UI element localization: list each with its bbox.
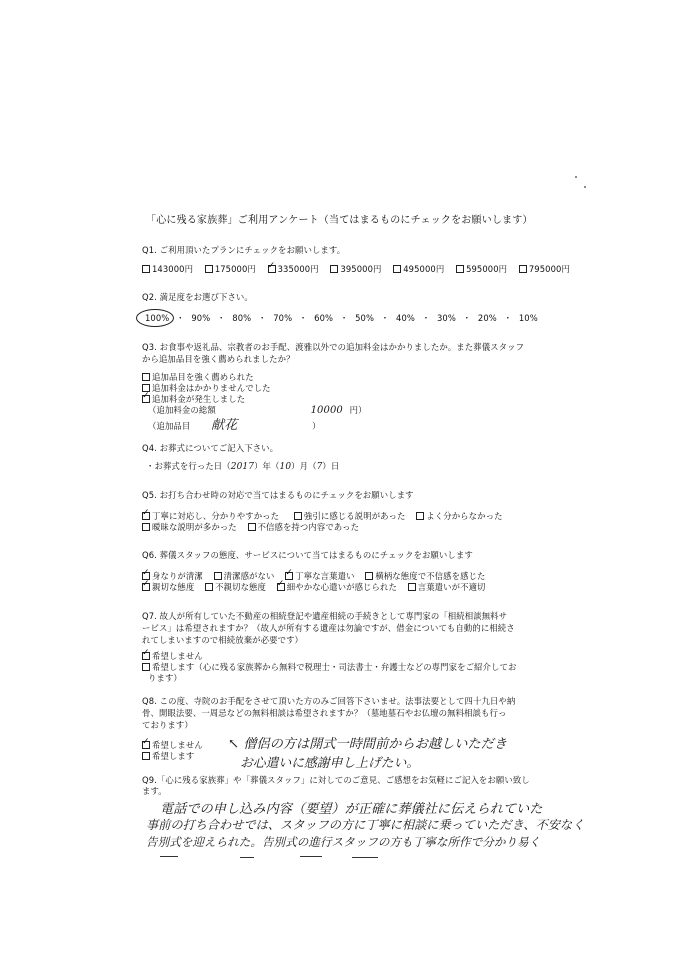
checkbox-checked[interactable] bbox=[285, 572, 293, 580]
option-label: 追加料金が発生しました bbox=[152, 394, 246, 404]
checkbox[interactable] bbox=[248, 523, 256, 531]
q8-handwritten-comment-line1: ↖ 僧侶の方は開式一時間前からお越しいただき bbox=[228, 737, 507, 752]
option-label: 細やかな心遣いが感じられた bbox=[286, 582, 397, 592]
total-value-handwritten: 10000 bbox=[310, 405, 343, 416]
q8-option[interactable] bbox=[142, 750, 194, 762]
cutoff-handwriting-mark bbox=[240, 857, 254, 858]
scale-separator: ・ bbox=[257, 313, 267, 323]
q3-item-row bbox=[148, 414, 321, 433]
q4-date-row bbox=[146, 460, 339, 472]
scale-option[interactable]: 50% bbox=[355, 313, 375, 323]
plan-option[interactable] bbox=[330, 264, 381, 274]
q5-option-checked[interactable] bbox=[142, 511, 279, 521]
option-label: よく分からなかった bbox=[426, 511, 503, 521]
q6-option-checked[interactable] bbox=[285, 571, 354, 581]
option-label: 希望しません bbox=[152, 740, 203, 750]
q4-question: Q4. お葬式についてご記入下さい。 bbox=[142, 443, 279, 453]
month-suffix: ）月（ bbox=[291, 461, 317, 471]
satisfaction-scale bbox=[145, 312, 542, 324]
checkbox-checked[interactable] bbox=[142, 741, 150, 749]
scale-option[interactable]: 70% bbox=[273, 313, 293, 323]
option-label: 丁寧な言葉遣い bbox=[295, 571, 355, 581]
option-label: 追加品目を強く薦められた bbox=[152, 372, 254, 382]
cutoff-handwriting-mark bbox=[160, 856, 178, 857]
checkbox[interactable] bbox=[408, 583, 416, 591]
plan-label: 143000円 bbox=[152, 264, 194, 274]
checkbox-checked[interactable] bbox=[142, 512, 150, 520]
checkbox-checked[interactable] bbox=[142, 395, 150, 403]
q9-question-line2: ます。 bbox=[142, 786, 167, 796]
option-label: 丁寧に対応し、分かりやすかった bbox=[152, 511, 280, 521]
option-label: 強引に感じる説明があった bbox=[303, 511, 406, 521]
item-label: （追加品目 bbox=[148, 421, 191, 431]
checkbox[interactable] bbox=[519, 265, 527, 273]
checkbox-checked[interactable] bbox=[277, 583, 285, 591]
scale-separator: ・ bbox=[503, 313, 513, 323]
checkbox[interactable] bbox=[142, 752, 150, 760]
scale-option[interactable]: 40% bbox=[396, 313, 415, 323]
checkbox[interactable] bbox=[142, 663, 150, 671]
q7-question-line1: Q7. 故人が所有していた不動産の相続登記や遺産相続の手続きとして専門家の「相続相談無料サ bbox=[142, 611, 508, 621]
scan-speck bbox=[575, 176, 577, 178]
scale-option[interactable]: 90% bbox=[191, 313, 211, 323]
q5-options-row2 bbox=[142, 521, 359, 533]
checkbox[interactable] bbox=[294, 512, 302, 520]
option-label: 不信感を持つ内容であった bbox=[257, 522, 360, 532]
year-handwritten: 2017 bbox=[230, 462, 255, 472]
scale-option[interactable]: 20% bbox=[477, 313, 497, 323]
q5-option[interactable] bbox=[142, 522, 237, 532]
q8-handwritten-text: 僧侶の方は開式一時間前からお越しいただき bbox=[243, 737, 507, 752]
q7-question-line3: れてしまいますので相続放棄が必要です） bbox=[142, 635, 304, 645]
checkbox[interactable] bbox=[205, 583, 213, 591]
scale-separator: ・ bbox=[462, 313, 472, 323]
checkbox[interactable] bbox=[393, 265, 401, 273]
q6-option-checked[interactable] bbox=[142, 582, 194, 592]
checkbox[interactable] bbox=[214, 572, 222, 580]
checkbox[interactable] bbox=[205, 265, 213, 273]
scale-option[interactable]: 100% bbox=[145, 313, 170, 323]
plan-label: 335000円 bbox=[277, 264, 319, 274]
option-label: 希望しません bbox=[152, 651, 203, 661]
checkbox[interactable] bbox=[142, 373, 150, 381]
option-label: 追加料金はかかりませんでした bbox=[152, 383, 271, 393]
q9-handwritten-comment-line2: 事前の打ち合わせでは、スタッフの方に丁寧に相談に乗っていただき、不安なく bbox=[146, 818, 585, 832]
q9-handwritten-comment-line1: 電話での申し込み内容（要望）が正確に葬儀社に伝えられていた bbox=[160, 802, 543, 817]
q9-question-line1: Q9.「心に残る家族葬」や「葬儀スタッフ」に対してのご意見、ご感想をお気軽にご記入をお願い致し bbox=[142, 775, 530, 785]
total-unit: 円） bbox=[349, 405, 367, 415]
option-label: 不親切な態度 bbox=[215, 582, 266, 592]
scale-option[interactable]: 10% bbox=[518, 313, 538, 323]
checkbox[interactable] bbox=[330, 265, 338, 273]
q6-option-checked[interactable] bbox=[142, 571, 203, 581]
q3-question-line1: Q3. お食事や返礼品、宗教者のお手配、渡雅以外での追加料金はかかりましたか。また葬儀スタッフ bbox=[142, 342, 525, 352]
checkbox[interactable] bbox=[142, 523, 150, 531]
scan-speck bbox=[584, 186, 586, 188]
checkbox-checked[interactable] bbox=[268, 265, 276, 273]
option-label: 希望します（心に残る家族葬から無料で税理士・司法書士・弁護士などの専門家をご紹介してお bbox=[152, 662, 517, 672]
option-label: 親切な態度 bbox=[152, 582, 195, 592]
plan-option-checked[interactable] bbox=[268, 264, 319, 274]
plan-option[interactable] bbox=[393, 264, 444, 274]
scale-separator: ・ bbox=[298, 313, 308, 323]
q6-question: Q6. 葬儀スタッフの態度、サービスについて当てはまるものにチェックをお願いします bbox=[142, 550, 473, 560]
q2-question: Q2. 満足度をお選び下さい。 bbox=[142, 292, 253, 302]
day-handwritten: 7 bbox=[316, 462, 323, 472]
survey-title: 「心に残る家族葬」ご利用アンケート（当てはまるものにチェックをお願いします） bbox=[146, 215, 533, 226]
plan-option[interactable] bbox=[456, 264, 507, 274]
plan-label: 495000円 bbox=[403, 264, 445, 274]
plan-label: 795000円 bbox=[528, 264, 570, 274]
checkbox[interactable] bbox=[365, 572, 373, 580]
q1-question: Q1. ご利用頂いたプランにチェックをお願いします。 bbox=[142, 245, 346, 255]
option-label: 希望します bbox=[152, 751, 195, 761]
plan-label: 595000円 bbox=[466, 264, 508, 274]
q1-options bbox=[142, 263, 579, 275]
q3-question-line2: から追加品目を強く薦められましたか？ bbox=[142, 354, 295, 364]
option-label: 言葉遣いが不適切 bbox=[417, 582, 486, 592]
q5-option[interactable] bbox=[248, 522, 360, 532]
q5-option[interactable] bbox=[294, 511, 406, 521]
q8-question-line3: ております） bbox=[142, 720, 193, 730]
plan-label: 175000円 bbox=[214, 264, 256, 274]
q9-handwritten-comment-line3: 告別式を迎えられた。告別式の進行スタッフの方も丁寧な所作で分かり易く bbox=[146, 835, 541, 849]
checkbox[interactable] bbox=[142, 265, 150, 273]
scale-separator: ・ bbox=[217, 313, 226, 323]
q7-option-continued: ります） bbox=[148, 673, 182, 683]
plan-option[interactable] bbox=[205, 264, 256, 274]
q8-question-line1: Q8. この度、寺院のお手配をさせて頂いた方のみご回答下さいませ。法事法要として四十九日や納 bbox=[142, 696, 516, 706]
scale-option[interactable]: 80% bbox=[232, 313, 252, 323]
year-suffix: ）年（ bbox=[254, 461, 280, 471]
option-label: 身なりが清潔 bbox=[152, 571, 203, 581]
item-value-handwritten: 献花 bbox=[211, 418, 238, 433]
date-prefix: ・お葬式を行った日（ bbox=[146, 461, 231, 471]
option-label: 曖昧な説明が多かった bbox=[152, 522, 237, 532]
plan-label: 395000円 bbox=[340, 264, 382, 274]
item-close: ） bbox=[312, 421, 321, 431]
scale-option[interactable]: 30% bbox=[436, 313, 456, 323]
scale-separator: ・ bbox=[339, 313, 349, 323]
q5-question: Q5. お打ち合わせ時の対応で当てはまるものにチェックをお願いします bbox=[142, 490, 414, 500]
q8-handwritten-comment-line2: お心遣いに感謝申し上げたい。 bbox=[240, 756, 420, 771]
checkbox[interactable] bbox=[416, 512, 424, 520]
q7-question-line2: ービス」は希望されますか？（故人が所有する遺産は勿論ですが、借金についても自動的に相続さ bbox=[142, 623, 515, 633]
checkbox-checked[interactable] bbox=[142, 583, 150, 591]
day-suffix: ）日 bbox=[322, 461, 340, 471]
plan-option[interactable] bbox=[519, 264, 570, 274]
scale-separator: ・ bbox=[421, 313, 431, 323]
checkbox[interactable] bbox=[456, 265, 464, 273]
q6-option[interactable] bbox=[205, 582, 266, 592]
q5-option[interactable] bbox=[416, 511, 502, 521]
scale-separator: ・ bbox=[380, 313, 390, 323]
option-label: 清潔感がない bbox=[223, 571, 275, 581]
q8-question-line2: 骨、開眼法要、一周忌などの無料相談は希望されますか？（墓地墓石やお仏壇の無料相談も行っ bbox=[142, 708, 507, 718]
q6-option[interactable] bbox=[408, 582, 486, 592]
cutoff-handwriting-mark bbox=[300, 856, 322, 857]
scale-option[interactable]: 60% bbox=[314, 313, 334, 323]
q6-option-checked[interactable] bbox=[277, 582, 397, 592]
q7-option[interactable] bbox=[142, 661, 516, 673]
plan-option[interactable] bbox=[142, 264, 193, 274]
scale-separator: ・ bbox=[176, 313, 185, 323]
q6-option[interactable] bbox=[365, 571, 485, 581]
option-label: 横柄な態度で不信感を感じた bbox=[375, 571, 486, 581]
checkbox-checked[interactable] bbox=[142, 652, 150, 660]
total-label: （追加料金の総額 bbox=[148, 405, 216, 415]
q6-options-row2 bbox=[142, 581, 486, 593]
cutoff-handwriting-mark bbox=[352, 857, 378, 858]
q6-option[interactable] bbox=[214, 571, 275, 581]
month-handwritten: 10 bbox=[279, 462, 292, 472]
